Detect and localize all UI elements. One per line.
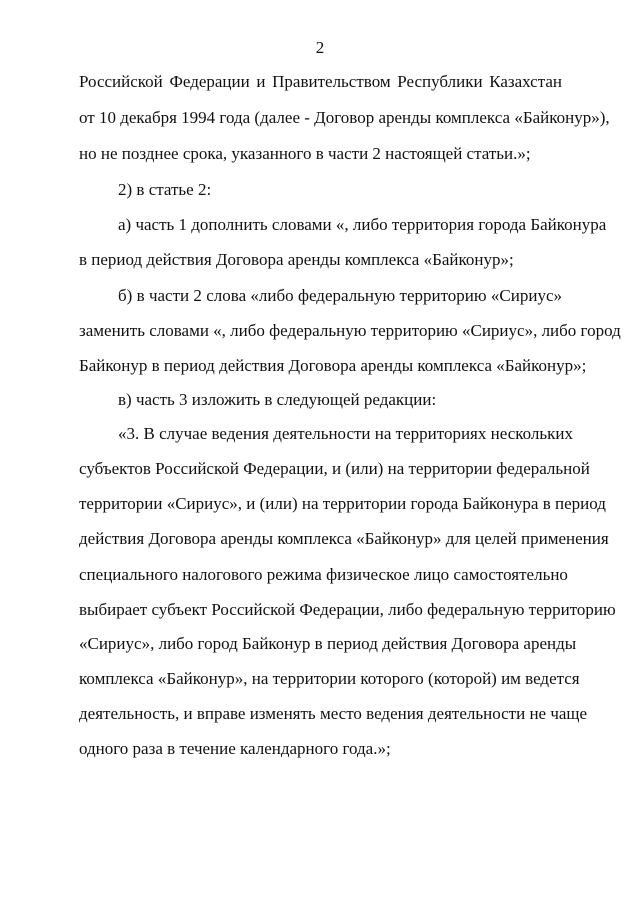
text-line-19: деятельность, и вправе изменять место ведения деятельности не чаще	[79, 704, 588, 723]
text-line-14: действия Договора аренды комплекса «Байконур» для целей применения	[79, 529, 609, 548]
text-line-6: в период действия Договора аренды комплекса «Байконур»;	[79, 250, 514, 269]
text-line-1: Российской Федерации и Правительством Республики Казахстан	[79, 72, 562, 91]
text-line-12: субъектов Российской Федерации, и (или) на территории федеральной	[79, 459, 590, 478]
text-line-3: но не позднее срока, указанного в части 2 настоящей статьи.»;	[79, 144, 531, 163]
text-line-17: «Сириус», либо город Байконур в период действия Договора аренды	[79, 634, 577, 653]
text-line-2: от 10 декабря 1994 года (далее - Договор аренды комплекса «Байконур»),	[79, 108, 610, 127]
text-line-7: б) в части 2 слова «либо федеральную территорию «Сириус»	[118, 286, 562, 305]
page-number: 2	[315, 38, 325, 57]
text-line-13: территории «Сириус», и (или) на территории города Байконура в период	[79, 494, 606, 513]
text-line-20: одного раза в течение календарного года.»;	[79, 739, 391, 758]
text-line-15: специального налогового режима физическое лицо самостоятельно	[79, 565, 568, 584]
text-line-11: «3. В случае ведения деятельности на территориях нескольких	[118, 424, 573, 443]
text-line-8: заменить словами «, либо федеральную территорию «Сириус», либо город	[79, 321, 621, 340]
text-line-18: комплекса «Байконур», на территории которого (которой) им ведется	[79, 669, 580, 688]
text-line-10: в) часть 3 изложить в следующей редакции:	[118, 390, 437, 409]
text-line-4: 2) в статье 2:	[118, 180, 212, 199]
text-line-5: а) часть 1 дополнить словами «, либо территория города Байконура	[118, 215, 607, 234]
text-line-9: Байконур в период действия Договора аренды комплекса «Байконур»;	[79, 356, 587, 375]
text-line-16: выбирает субъект Российской Федерации, либо федеральную территорию	[79, 600, 616, 619]
